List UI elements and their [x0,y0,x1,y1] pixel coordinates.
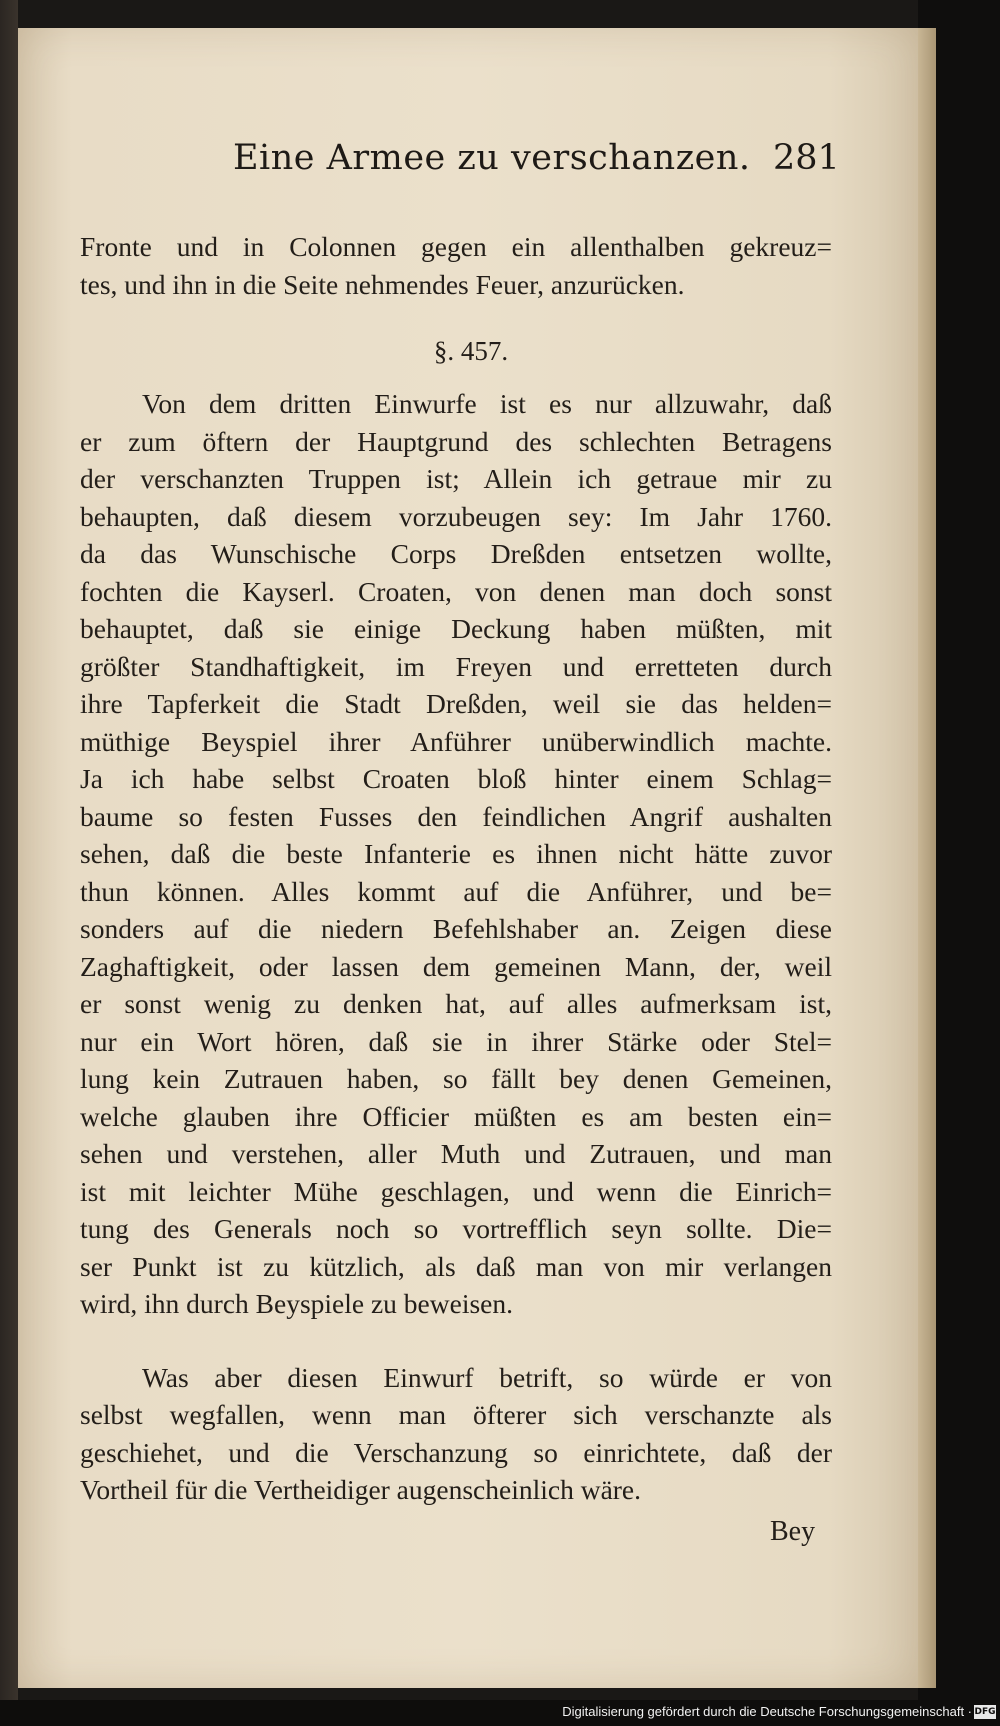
running-head: Eine Armee zu verschanzen. [233,138,751,178]
page-edge [918,28,936,1688]
text-line: welche glauben ihre Officier müßten es am besten ein= [80,1100,832,1132]
text-line: Zaghaftigkeit, oder lassen dem gemeinen Mann, der, weil [80,950,832,982]
text-line: Von dem dritten Einwurfe ist es nur allzuwahr, daß [142,388,832,419]
text-line: ser Punkt ist zu kützlich, als daß man von mir verlangen [80,1250,832,1282]
paragraph-2 [80,1359,832,1509]
page-header [18,138,918,198]
text-line: tes, und ihn in die Seite nehmendes Feuer, anzurücken. [80,268,685,300]
text-line: sehen und verstehen, aller Muth und Zutrauen, und man [80,1138,832,1169]
text-block [80,228,832,1509]
text-line: ist mit leichter Mühe geschlagen, und wenn die Einrich= [80,1175,832,1207]
digitization-footer [0,1700,1000,1726]
text-line: müthige Beyspiel ihrer Anführer unüberwindlich machte. [80,725,832,757]
text-line: lung kein Zutrauen haben, so fällt bey denen Gemeinen, [80,1063,832,1094]
text-line: Ja ich habe selbst Croaten bloß hinter einem Schlag= [80,763,832,794]
scan-background-left [0,0,18,1726]
text-line: der verschanzten Truppen ist; Allein ich getraue mir zu [80,463,832,494]
text-line: Vortheil für die Vertheidiger augenscheinlich wäre. [80,1474,642,1505]
text-line: nur ein Wort hören, daß sie in ihrer Stärke oder Stel= [80,1025,832,1057]
section-mark: §. 457. [433,336,509,366]
paragraph-1 [80,385,832,1323]
text-line: behaupten, daß diesem vorzubeugen sey: Im Jahr 1760. [80,500,832,532]
text-line: größter Standhaftigkeit, im Freyen und erretteten durch [80,650,832,682]
text-line: er sonst wenig zu denken hat, auf alles aufmerksam ist, [80,988,832,1019]
text-line: baume so festen Fusses den feindlichen Angrif aushalten [80,800,832,832]
text-line: da das Wunschische Corps Dreßden entsetzen wollte, [80,538,832,569]
text-line: ihre Tapferkeit die Stadt Dreßden, weil sie das helden= [80,688,832,719]
paragraph-gap [80,1323,832,1359]
text-line: fochten die Kayserl. Croaten, von denen man doch sonst [80,575,832,607]
text-line: Fronte und in Colonnen gegen ein allenthalben gekreuz= [80,231,832,262]
text-line: selbst wegfallen, wenn man öfterer sich verschanzte als [80,1399,832,1430]
text-line: tung des Generals noch so vortrefflich seyn sollte. Die= [80,1213,832,1244]
dfg-logo: DFG [974,1707,996,1717]
text-line: sehen, daß die beste Infanterie es ihnen nicht hätte zuvor [80,838,832,869]
text-line: sonders auf die niedern Befehlshaber an. Zeigen diese [80,913,832,944]
catchword: Bey [770,1516,816,1547]
text-line: Was aber diesen Einwurf betrift, so würde er von [142,1361,832,1393]
text-line: thun können. Alles kommt auf die Anführer, und be= [80,875,832,907]
footer-credit: Digitalisierung gefördert durch die Deutsche Forschungsgemeinschaft · [562,1704,972,1719]
text-line: geschiehet, und die Verschanzung so einrichtete, daß der [80,1436,832,1468]
page-number: 281 [773,138,840,178]
text-line: er zum öftern der Hauptgrund des schlechten Betragens [80,425,832,457]
book-page [18,28,918,1688]
text-line: behauptet, daß sie einige Deckung haben müßten, mit [80,613,832,644]
text-line: wird, ihn durch Beyspiele zu beweisen. [80,1288,514,1319]
